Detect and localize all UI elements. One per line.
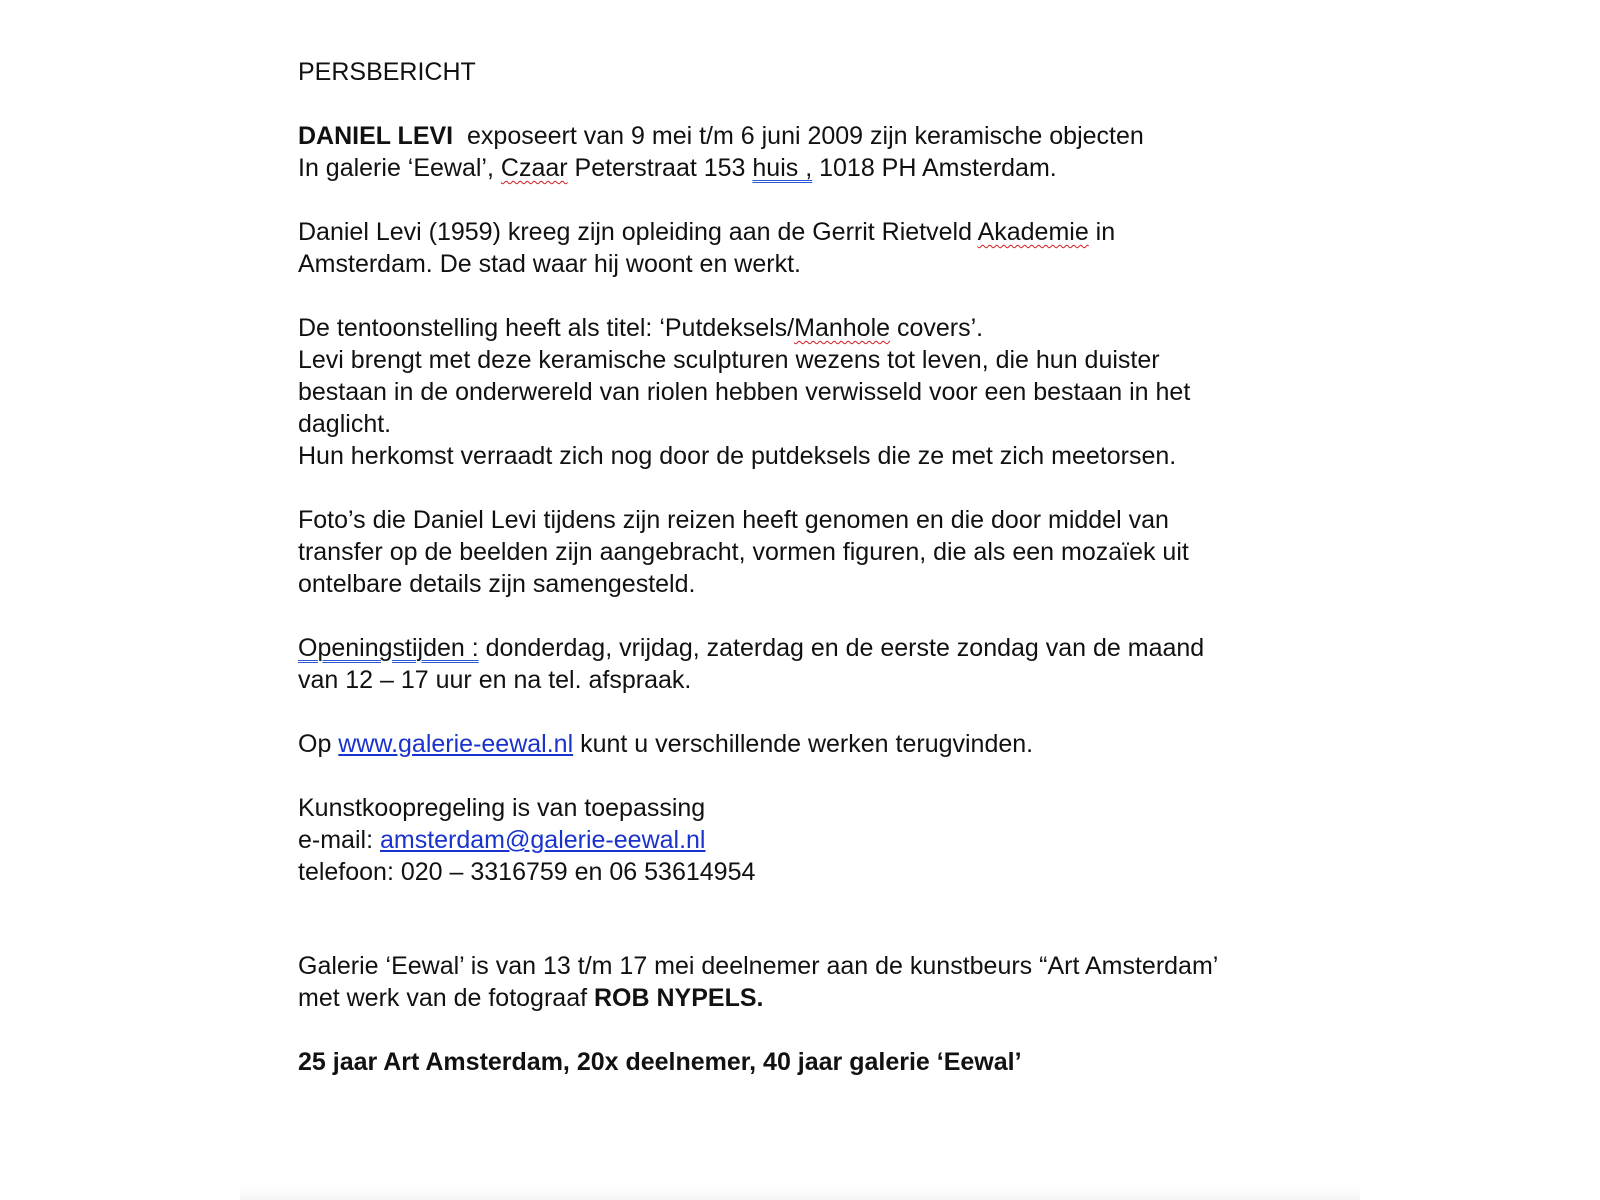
website-prefix: Op: [298, 730, 339, 758]
fair-line-1: Galerie ‘Eewal’ is van 13 t/m 17 mei deelnemer aan de kunstbeurs “Art Amsterdam’: [298, 952, 1219, 980]
exhibition-line-2: Levi brengt met deze keramische sculpturen wezens tot leven, die hun duister: [298, 346, 1160, 374]
exhibition-line-1: [298, 312, 1358, 344]
intro-street-text: Peterstraat 153: [567, 154, 753, 182]
bio-line-1: [298, 216, 1358, 248]
contact-phone-line: telefoon: 020 – 3316759 en 06 53614954: [298, 858, 756, 886]
page-bottom-edge: [240, 1186, 1360, 1200]
closing-line: 25 jaar Art Amsterdam, 20x deelnemer, 40 jaar galerie ‘Eewal’: [298, 1048, 1022, 1076]
photos-line-1: Foto’s die Daniel Levi tijdens zijn reizen heeft genomen en die door middel van: [298, 506, 1169, 534]
website-suffix: kunt u verschillende werken terugvinden.: [573, 730, 1034, 758]
photos-line-3: ontelbare details zijn samengesteld.: [298, 570, 696, 598]
hours-line-1: [298, 632, 1358, 664]
contact-email-line: [298, 824, 1358, 856]
hours-label: Openingstijden :: [298, 634, 479, 662]
fair-line-2: [298, 982, 1358, 1014]
email-label: e-mail:: [298, 826, 380, 854]
exhibition-title-text: De tentoonstelling heeft als titel: ‘Putdeksels/: [298, 314, 795, 342]
spellcheck-word: Czaar: [500, 154, 568, 182]
spellcheck-word: Akademie: [977, 218, 1089, 246]
document-body: [298, 56, 1358, 1078]
intro-gallery-text: In galerie ‘Eewal’,: [298, 154, 501, 182]
email-link[interactable]: amsterdam@galerie-eewal.nl: [379, 826, 706, 854]
document-heading: PERSBERICHT: [298, 58, 476, 86]
website-line: [298, 728, 1358, 760]
bio-line-2: Amsterdam. De stad waar hij woont en werkt.: [298, 250, 801, 278]
intro-postcode-text: 1018 PH Amsterdam.: [812, 154, 1057, 182]
website-link[interactable]: www.galerie-eewal.nl: [338, 730, 574, 758]
exhibition-title-end: covers’.: [890, 314, 984, 342]
hours-line-2: van 12 – 17 uur en na tel. afspraak.: [298, 666, 692, 694]
spellcheck-word: Manhole: [794, 314, 891, 342]
bio-text: Daniel Levi (1959) kreeg zijn opleiding aan de Gerrit Rietveld: [298, 218, 978, 246]
exhibition-line-3: bestaan in de onderwereld van riolen hebben verwisseld voor een bestaan in het: [298, 378, 1191, 406]
intro-text: exposeert van 9 mei t/m 6 juni 2009 zijn keramische objecten: [467, 122, 1144, 150]
exhibition-line-4: daglicht.: [298, 410, 392, 438]
exhibition-line-5: Hun herkomst verraadt zich nog door de putdeksels die ze met zich meetorsen.: [298, 442, 1177, 470]
contact-line-1: Kunstkoopregeling is van toepassing: [298, 794, 706, 822]
photos-line-2: transfer op de beelden zijn aangebracht, vormen figuren, die als een mozaïek uit: [298, 538, 1189, 566]
hours-days: donderdag, vrijdag, zaterdag en de eerste zondag van de maand: [478, 634, 1205, 662]
grammarcheck-word: huis ,: [752, 154, 813, 182]
photographer-name: ROB NYPELS.: [593, 984, 764, 1012]
bio-text-end: in: [1088, 218, 1116, 246]
intro-line-1: [298, 120, 1358, 152]
intro-line-2: [298, 152, 1358, 184]
artist-name: DANIEL LEVI: [298, 122, 454, 150]
fair-text: met werk van de fotograaf: [298, 984, 594, 1012]
